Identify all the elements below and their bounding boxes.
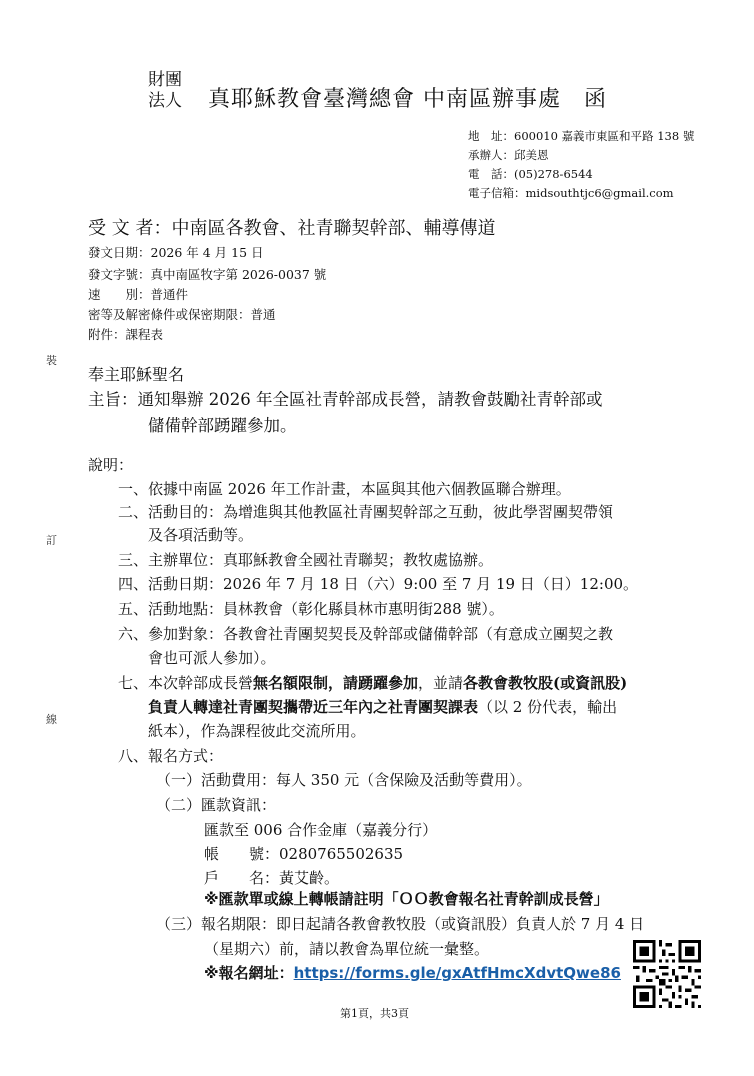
item-7-bold-1: 無名額限制，請踴躍參加: [253, 674, 419, 692]
contact-phone: 電 話：(05)278-6544: [468, 167, 593, 181]
explanation-item-2-cont: 及各項活動等。: [148, 526, 254, 544]
qr-code-icon: [633, 940, 701, 1008]
account-number: 帳 號：0280765502635: [204, 845, 404, 863]
org-prefix-line1: 財團: [148, 70, 182, 90]
classification: 密等及解密條件或保密期限：普通: [88, 307, 276, 322]
registration-fee: （一）活動費用：每人 350 元（含保險及活動等費用）。: [156, 771, 532, 789]
explanation-item-7-cont: [148, 696, 617, 717]
account-holder: 戶 名：黃艾齡。: [204, 869, 340, 887]
contact-address: 地 址：600010 嘉義市東區和平路 138 號: [468, 129, 695, 143]
registration-deadline-cont: （星期六）前，請以教會為單位統一彙整。: [204, 940, 490, 958]
remittance-info-label: （二）匯款資訊：: [156, 796, 277, 814]
page-footer: 第1頁，共3頁: [340, 1007, 409, 1020]
explanation-item-7-cont-2: 紙本），作為課程彼此交流所用。: [148, 722, 366, 740]
doc-number: 發文字號：真中南區牧字第 2026-0037 號: [88, 267, 327, 282]
attachment: 附件：課程表: [88, 327, 164, 342]
explanation-item-4: 四、活動日期：2026 年 7 月 18 日（六）9:00 至 7 月 19 日（日）12:00。: [118, 575, 639, 593]
explanation-item-3: 三、主辦單位：真耶穌教會全國社青聯契；教牧處協辦。: [118, 551, 494, 569]
explanation-item-1: 一、依據中南區 2026 年工作計畫，本區與其他六個教區聯合辦理。: [118, 480, 571, 498]
explanation-item-2: 二、活動目的：為增進與其他教區社青團契幹部之互動，彼此學習團契帶領: [118, 503, 614, 521]
item-7-bold-3: 負責人轉達社青團契攜帶近三年內之社青團契課表: [148, 698, 479, 716]
issue-date: 發文日期：2026 年 4 月 15 日: [88, 245, 264, 260]
greeting: 奉主耶穌聖名: [88, 365, 185, 384]
registration-deadline: （三）報名期限：即日起請各教會教牧股（或資訊股）負責人於 7 月 4 日: [156, 915, 645, 933]
org-name: 真耶穌教會臺灣總會 中南區辦事處 函: [208, 87, 607, 112]
explanation-item-8: 八、報名方式：: [118, 747, 224, 765]
explanation-label: 說明：: [88, 456, 134, 474]
item-7-pre: 七、本次幹部成長營: [118, 674, 254, 692]
explanation-item-5: 五、活動地點：員林教會（彰化縣員林市惠明街288 號）。: [118, 600, 504, 618]
binding-mark-bottom: 線: [46, 713, 57, 726]
recipient: 受 文 者：中南區各教會、社青聯契幹部、輔導傳道: [88, 218, 496, 239]
contact-email: 電子信箱：midsouthtjc6@gmail.com: [468, 186, 674, 200]
urgency: 速 別：普通件: [88, 287, 189, 302]
explanation-item-6: 六、參加對象：各教會社青團契契長及幹部或儲備幹部（有意成立團契之教: [118, 625, 614, 643]
item-7-mid: ，並請: [418, 674, 464, 692]
bank-name: 匯款至 006 合作金庫（嘉義分行）: [204, 821, 438, 839]
registration-url-label: ※報名網址：: [204, 964, 294, 982]
item-7-rest: （以 2 份代表，輸出: [478, 698, 618, 716]
explanation-item-6-cont: 會也可派人參加）。: [148, 649, 276, 667]
subject-line1: 主旨：通知舉辦 2026 年全區社青幹部成長營，請教會鼓勵社青幹部或: [88, 390, 603, 409]
org-prefix-line2: 法人: [148, 91, 182, 111]
item-7-bold-2: 各教會教牧股(或資訊股): [463, 674, 628, 692]
remittance-note: ※匯款單或線上轉帳請註明「ＯＯ教會報名社青幹訓成長營」: [204, 890, 609, 908]
explanation-item-7: [118, 672, 627, 693]
registration-url-row: [204, 962, 621, 983]
registration-url-link[interactable]: https://forms.gle/gxAtfHmcXdvtQwe86: [293, 964, 621, 982]
contact-handler: 承辦人：邱美恩: [468, 148, 549, 162]
binding-mark-middle: 訂: [46, 534, 57, 547]
org-prefix: [148, 70, 182, 112]
binding-mark-top: 裝: [46, 354, 57, 367]
subject-line2: 儲備幹部踴躍參加。: [148, 416, 297, 435]
